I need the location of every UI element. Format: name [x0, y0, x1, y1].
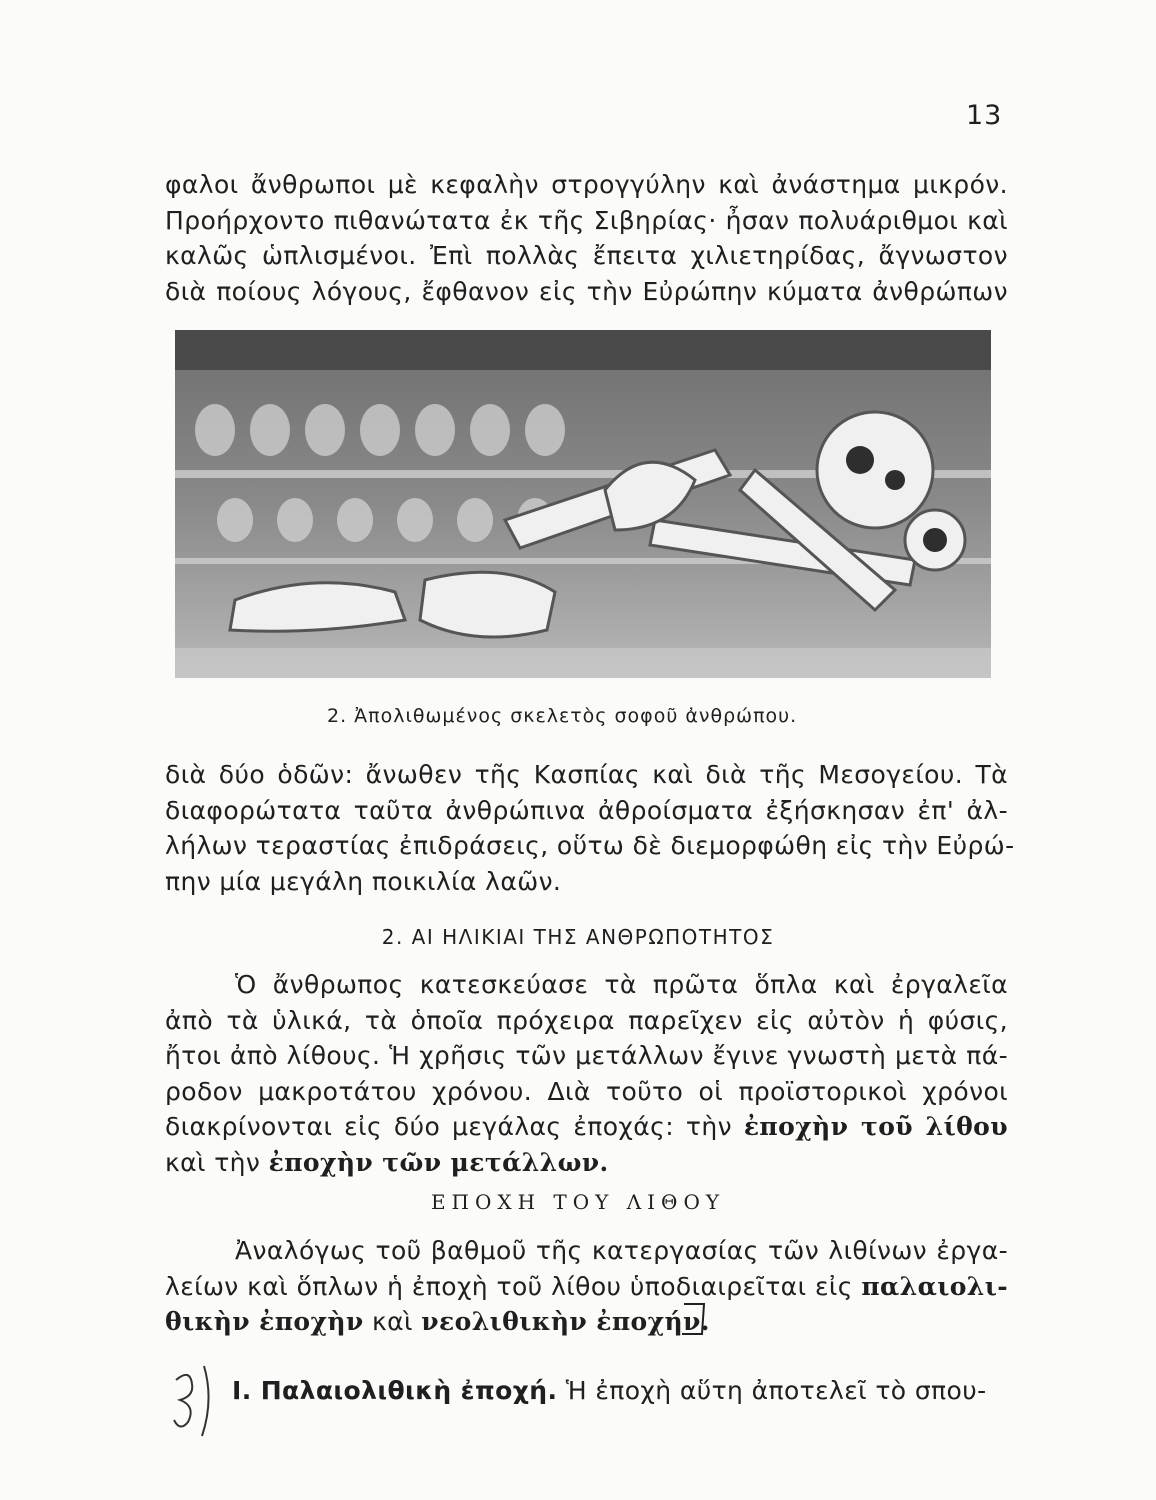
bold-term-metal-age: ἐποχὴν τῶν μετάλλων. [268, 1147, 609, 1177]
paragraph-4 [165, 1233, 1008, 1340]
text-line: λήλων τεραστίας ἐπιδράσεις, οὕτω δὲ διεμορφώθη εἰς τὴν Εὐρώ- [165, 831, 1015, 860]
skeleton-photograph [175, 330, 991, 678]
paragraph-3 [165, 967, 1008, 1180]
text-line [165, 1269, 1008, 1305]
bold-term-stone-age: ἐποχὴν τοῦ λίθου [743, 1112, 1008, 1141]
text-line [165, 1109, 1008, 1145]
subheading: ΕΠΟΧΗ ΤΟΥ ΛΙΘΟΥ [430, 1190, 726, 1214]
section-heading: 2. ΑΙ ΗΛΙΚΙΑΙ ΤΗΣ ΑΝΘΡΩΠΟΤΗΤΟΣ [381, 925, 775, 949]
text-line: πην μία μεγάλη ποικιλία λαῶν. [165, 866, 562, 896]
handwritten-bracket-mark [680, 1300, 710, 1336]
bold-term-paleolithic: παλαιολι- [861, 1271, 1008, 1301]
text-line: Ἀναλόγως τοῦ βαθμοῦ τῆς κατεργασίας τῶν λιθίνων ἐργα- [235, 1236, 1008, 1265]
text-line: Ὁ ἄνθρωπος κατεσκεύασε τὰ πρῶτα ὅπλα καὶ ἐργαλεῖα [235, 970, 1008, 999]
bold-term-neolithic: νεολιθικὴν ἐποχήν. [421, 1307, 710, 1336]
handwritten-margin-mark [168, 1360, 218, 1440]
text-fragment: καὶ [372, 1307, 413, 1336]
final-line [232, 1376, 987, 1405]
text-line: διὰ ποίους λόγους, ἔφθανον εἰς τὴν Εὐρώπην κύματα ἀνθρώπων [165, 276, 1008, 306]
page-number: 13 [966, 100, 1003, 131]
text-line [165, 1145, 1008, 1181]
text-line: φαλοι ἄνθρωποι μὲ κεφαλὴν στρογγύλην καὶ ἀνάστημα μικρόν. [165, 170, 1008, 199]
text-line: διὰ δύο ὁδῶν: ἄνωθεν τῆς Κασπίας καὶ διὰ τῆς Μεσογείου. Τὰ [165, 760, 1008, 789]
text-line: καλῶς ὡπλισμένοι. Ἐπὶ πολλὰς ἔπειτα χιλιετηρίδας, ἄγνωστον [165, 241, 1008, 270]
figure-caption: 2. Ἀπολιθωμένος σκελετὸς σοφοῦ ἀνθρώπου. [327, 705, 798, 727]
text-fragment: Ἡ ἐποχὴ αὕτη ἀποτελεῖ τὸ σπου- [565, 1376, 987, 1405]
paleolithic-heading: Ι. Παλαιολιθικὴ ἐποχή. [232, 1376, 558, 1405]
text-fragment: διακρίνονται εἰς δύο μεγάλας ἐποχάς: τὴν [165, 1112, 732, 1141]
text-line: ἀπὸ τὰ ὑλικά, τὰ ὁποῖα πρόχειρα παρεῖχεν εἰς αὐτὸν ἡ φύσις, [165, 1005, 1008, 1035]
text-line [165, 1304, 1008, 1340]
text-fragment: καὶ τὴν [165, 1147, 261, 1177]
paragraph-1 [165, 167, 1008, 309]
text-line: διαφορώτατα ταῦτα ἀνθρώπινα ἀθροίσματα ἐξήσκησαν ἐπ' ἀλ- [165, 795, 1008, 825]
text-line: Προήρχοντο πιθανώτατα ἐκ τῆς Σιβηρίας· ἦσαν πολυάριθμοι καὶ [165, 205, 1008, 235]
text-line: ἤτοι ἀπὸ λίθους. Ἡ χρῆσις τῶν μετάλλων ἔγινε γνωστὴ μετὰ πά- [165, 1041, 1008, 1070]
bold-term-paleolithic-end: θικὴν ἐποχὴν [165, 1307, 364, 1336]
text-line: ροδον μακροτάτου χρόνου. Διὰ τοῦτο οἱ προϊστορικοὶ χρόνοι [165, 1076, 1008, 1106]
paragraph-2 [165, 757, 1015, 899]
text-fragment: λείων καὶ ὅπλων ἡ ἐποχὴ τοῦ λίθου ὑποδιαιρεῖται εἰς [165, 1271, 853, 1301]
